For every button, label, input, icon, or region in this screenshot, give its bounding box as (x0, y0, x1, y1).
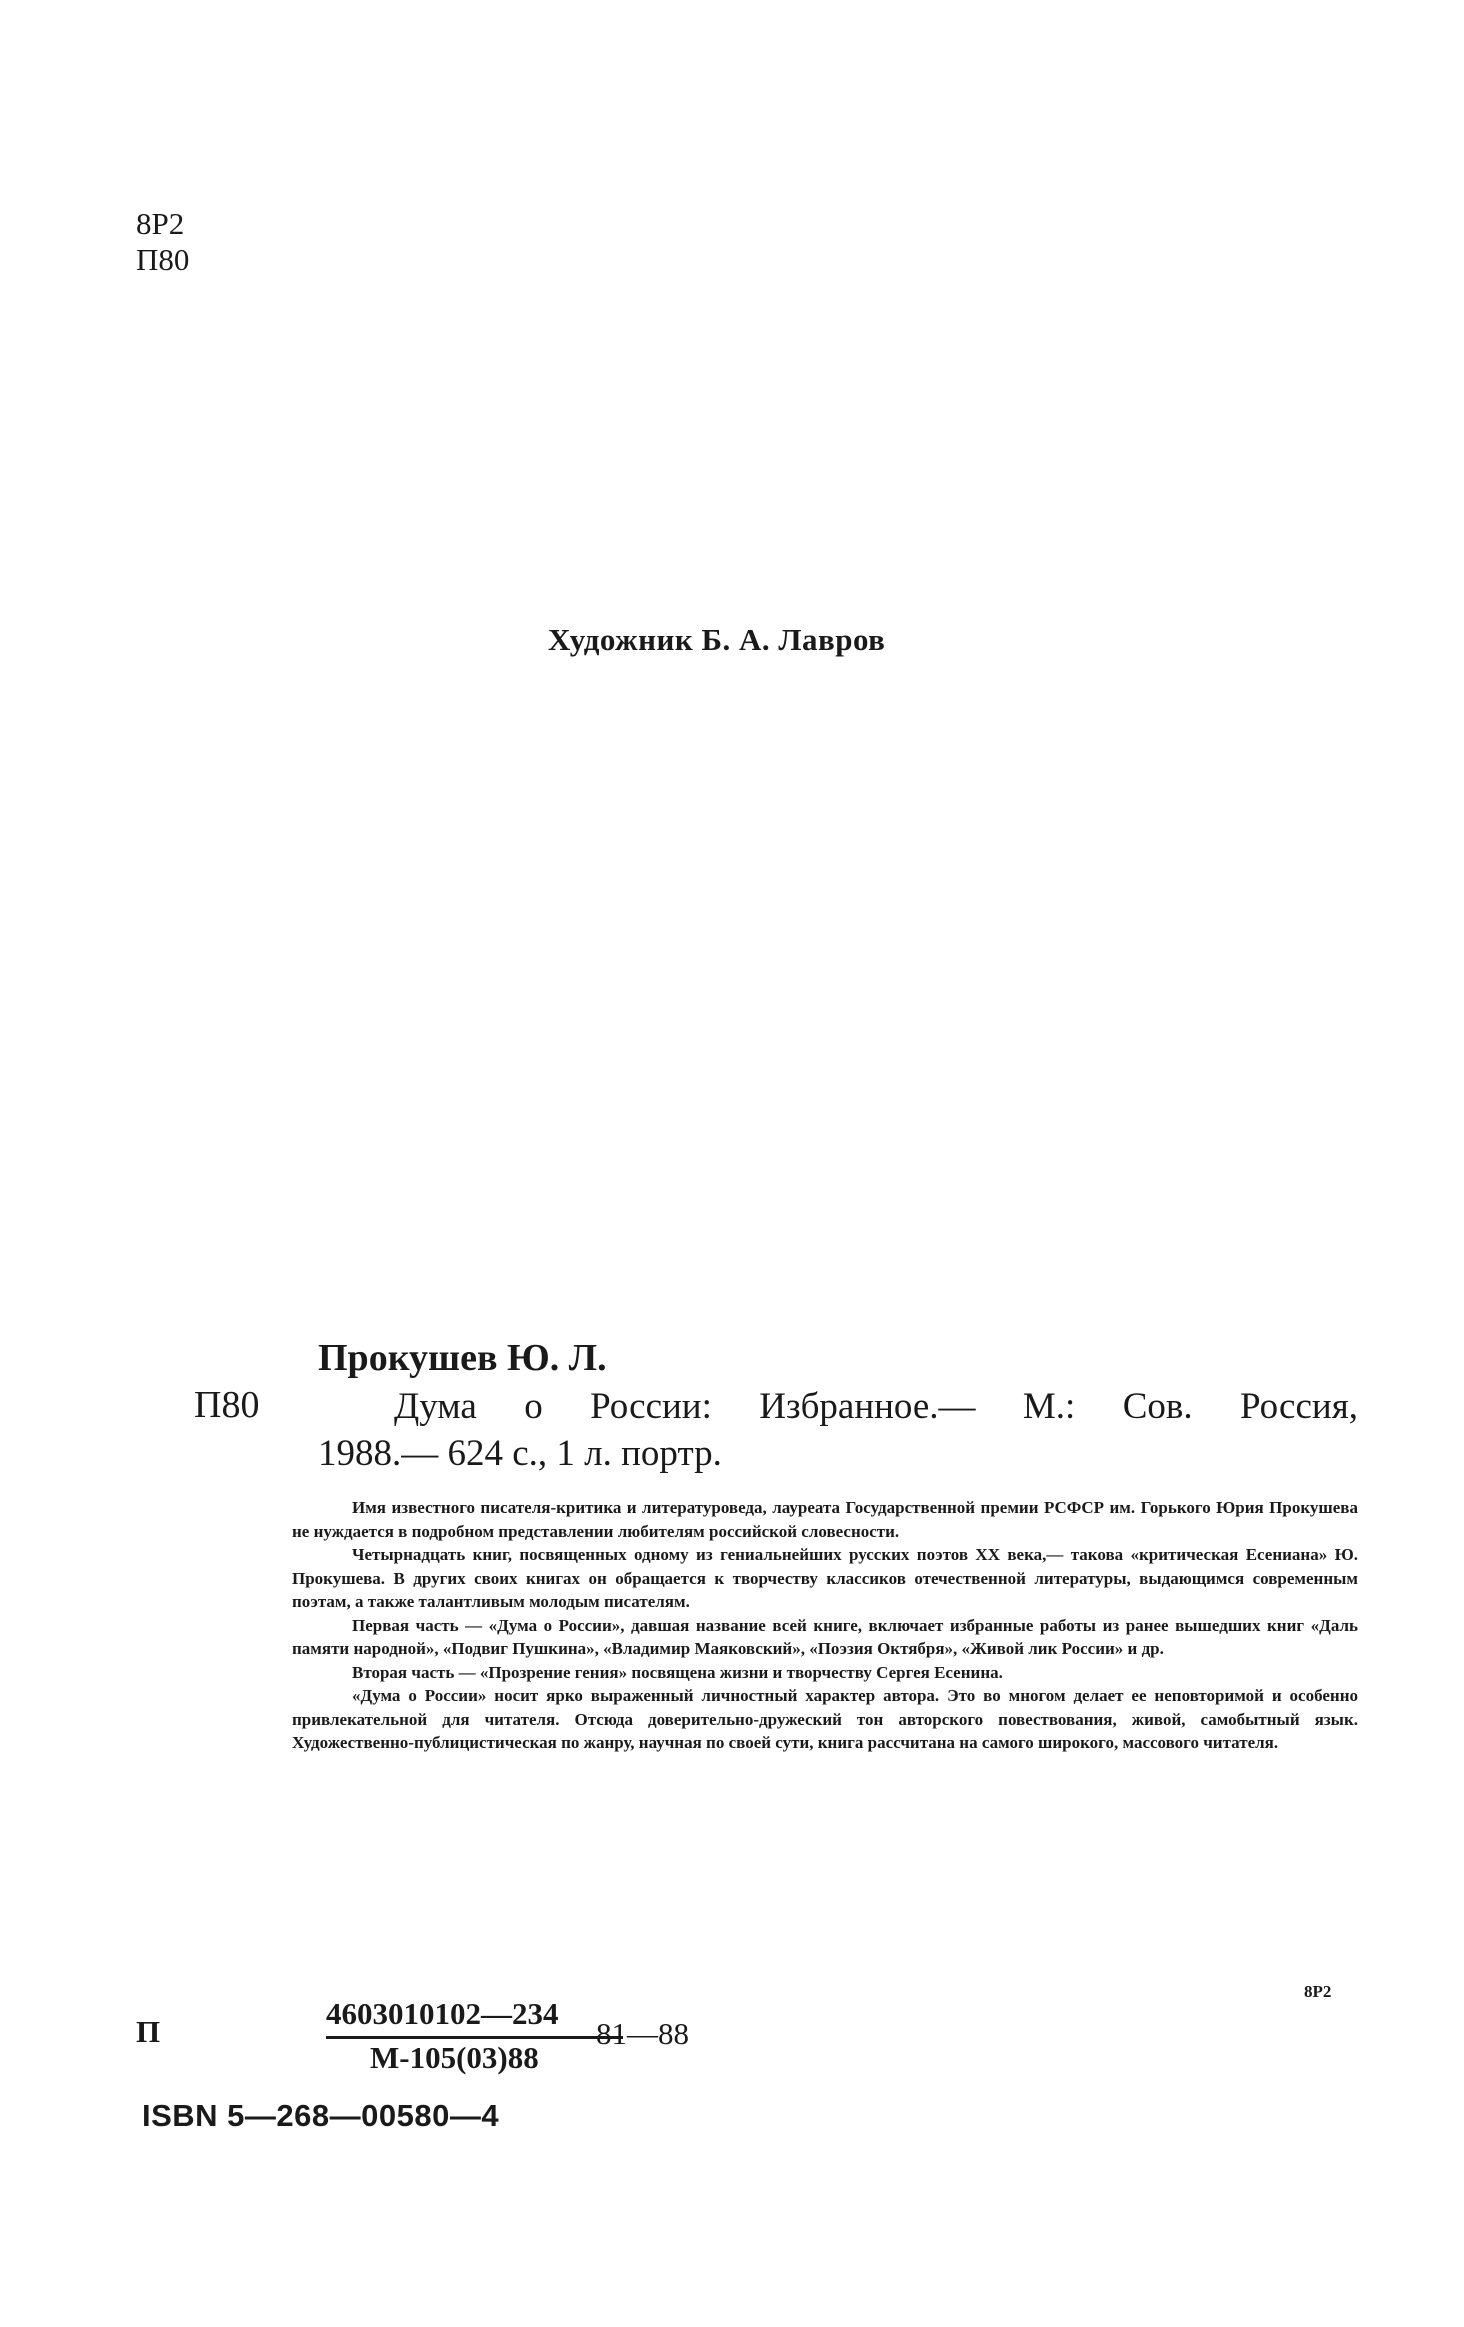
title-word: Дума (394, 1386, 477, 1427)
title-word: Избранное.— (759, 1386, 976, 1427)
title-word: Сов. (1122, 1386, 1193, 1427)
publisher-index-suffix: 81—88 (596, 2016, 689, 2051)
isbn: ISBN 5—268—00580—4 (142, 2098, 500, 2133)
bbk-code: 8Р2 (1304, 1982, 1332, 2001)
publisher-index-denominator: М-105(03)88 (370, 2040, 539, 2075)
classification-code (136, 206, 189, 278)
annotation-paragraph: Имя известного писателя-критика и литературоведа, лауреата Государственной премии РСФСР им. Горького Юрия Прокушева не нуждается в подробном представлении любителям российской словесности. (292, 1498, 1358, 1541)
classification-code-line2: П80 (136, 242, 190, 277)
classification-code-line1: 8Р2 (136, 206, 185, 241)
publisher-index-numerator: 4603010102—234 (326, 1996, 559, 2031)
bibliographic-imprint-line: 1988.— 624 с., 1 л. портр. (318, 1433, 722, 1474)
annotation-paragraph: Четырнадцать книг, посвященных одному из гениальнейших русских поэтов XX века,— такова «критическая Есениана» Ю. Прокушева. В других своих книгах он обращается к творчеству классиков отечественной литературы, выдающимся современным поэтам, а также талантливым молодым писателям. (292, 1545, 1358, 1611)
bibliographic-description (318, 1383, 1358, 1477)
title-word: М.: (1022, 1386, 1076, 1427)
author-cipher: П80 (194, 1384, 260, 1426)
bibliographic-title-line (318, 1383, 1358, 1430)
publisher-index-letter: П (136, 2014, 161, 2049)
fraction-line (326, 2036, 623, 2039)
annotation-paragraph: Вторая часть — «Прозрение гения» посвящена жизни и творчеству Сергея Есенина. (352, 1662, 1003, 1682)
title-word: о (524, 1386, 543, 1427)
publisher-index (136, 1996, 689, 2092)
title-word: Россия, (1239, 1386, 1358, 1427)
annotation (292, 1496, 1358, 1755)
annotation-paragraph: «Дума о России» носит ярко выраженный личностный характер автора. Это во многом делает ее неповторимой и особенно привлекательной для читателя. Отсюда доверительно-дружеский тон авторского повествования, живой, самобытный язык. Художественно-публицистическая по жанру, научная по своей сути, книга рассчитана на самого широкого, массового читателя. (292, 1686, 1358, 1752)
title-word: России: (590, 1386, 712, 1427)
author-name: Прокушев Ю. Л. (318, 1337, 607, 1379)
artist-credit: Художник Б. А. Лавров (548, 622, 886, 657)
annotation-paragraph: Первая часть — «Дума о России», давшая название всей книге, включает избранные работы из ранее вышедших книг «Даль памяти народной», «Подвиг Пушкина», «Владимир Маяковский», «Поэзия Октября», «Живой лик России» и др. (292, 1615, 1358, 1658)
